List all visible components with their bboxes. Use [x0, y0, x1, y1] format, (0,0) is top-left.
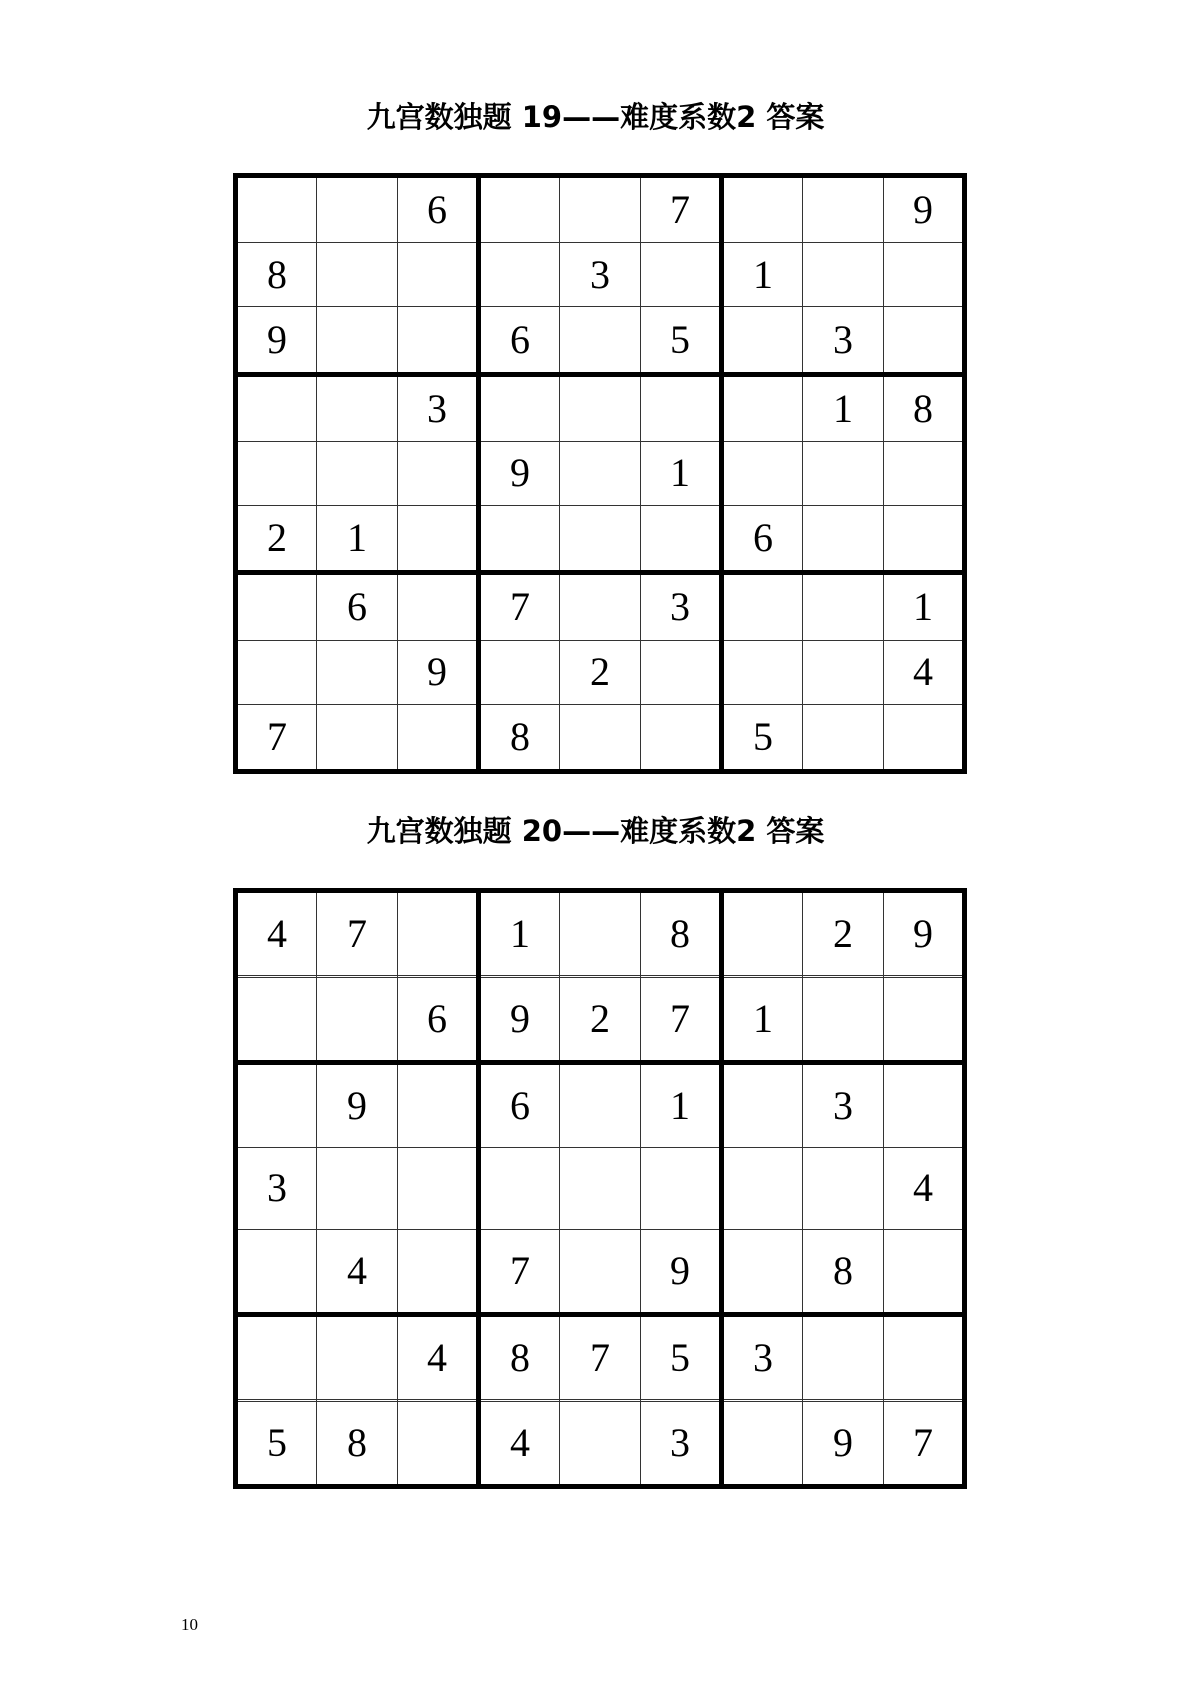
- sudoku-grid-19: [233, 173, 967, 774]
- sudoku-cell: [884, 243, 965, 307]
- sudoku-cell: [398, 891, 479, 976]
- sudoku-cell: [479, 243, 560, 307]
- sudoku-cell: [479, 374, 560, 441]
- sudoku-cell: [317, 704, 398, 771]
- sudoku-cell: 8: [884, 374, 965, 441]
- sudoku-cell: [722, 1148, 803, 1229]
- sudoku-cell: [560, 441, 641, 505]
- sudoku-cell: 7: [479, 1229, 560, 1314]
- sudoku-cell: [560, 704, 641, 771]
- sudoku-cell: 8: [236, 243, 317, 307]
- sudoku-cell: 6: [722, 506, 803, 573]
- sudoku-cell: 2: [560, 978, 641, 1063]
- sudoku-cell: [317, 176, 398, 243]
- sudoku-cell: [236, 978, 317, 1063]
- sudoku-cell: [722, 374, 803, 441]
- sudoku-cell: 3: [398, 374, 479, 441]
- sudoku-cell: [641, 506, 722, 573]
- sudoku-cell: 4: [884, 640, 965, 704]
- sudoku-cell: [317, 307, 398, 374]
- sudoku-cell: [803, 640, 884, 704]
- sudoku-cell: [884, 704, 965, 771]
- sudoku-cell: [398, 1401, 479, 1486]
- sudoku-cell: 9: [884, 176, 965, 243]
- sudoku-cell: [803, 978, 884, 1063]
- sudoku-cell: [641, 243, 722, 307]
- sudoku-cell: [803, 573, 884, 640]
- grid-row: [236, 374, 965, 441]
- sudoku-cell: [722, 891, 803, 976]
- sudoku-cell: 8: [479, 704, 560, 771]
- sudoku-cell: 9: [479, 441, 560, 505]
- sudoku-cell: [560, 1401, 641, 1486]
- sudoku-cell: [236, 640, 317, 704]
- sudoku-cell: 5: [236, 1401, 317, 1486]
- sudoku-cell: [317, 640, 398, 704]
- sudoku-cell: [398, 1229, 479, 1314]
- sudoku-cell: [317, 978, 398, 1063]
- grid-row: [236, 640, 965, 704]
- grid-row: [236, 1063, 965, 1148]
- sudoku-cell: 9: [641, 1229, 722, 1314]
- sudoku-cell: 3: [722, 1314, 803, 1399]
- sudoku-cell: [560, 1148, 641, 1229]
- sudoku-cell: [479, 1148, 560, 1229]
- sudoku-cell: 9: [479, 978, 560, 1063]
- sudoku-cell: [398, 307, 479, 374]
- sudoku-cell: [479, 506, 560, 573]
- sudoku-cell: 4: [317, 1229, 398, 1314]
- sudoku-cell: 9: [317, 1063, 398, 1148]
- sudoku-cell: [803, 1148, 884, 1229]
- sudoku-cell: [722, 441, 803, 505]
- sudoku-cell: [398, 1063, 479, 1148]
- sudoku-cell: [236, 573, 317, 640]
- sudoku-cell: 1: [317, 506, 398, 573]
- sudoku-cell: [560, 374, 641, 441]
- sudoku-cell: [398, 506, 479, 573]
- sudoku-cell: 7: [479, 573, 560, 640]
- sudoku-cell: 3: [803, 1063, 884, 1148]
- sudoku-cell: 9: [884, 891, 965, 976]
- sudoku-cell: 7: [884, 1401, 965, 1486]
- sudoku-cell: 9: [398, 640, 479, 704]
- sudoku-cell: [884, 1229, 965, 1314]
- sudoku-cell: [641, 1148, 722, 1229]
- sudoku-cell: [317, 243, 398, 307]
- sudoku-cell: [236, 1063, 317, 1148]
- sudoku-cell: 7: [560, 1314, 641, 1399]
- sudoku-cell: [398, 704, 479, 771]
- sudoku-cell: [884, 1063, 965, 1148]
- sudoku-cell: [641, 704, 722, 771]
- sudoku-cell: [236, 374, 317, 441]
- grid-row: [236, 1148, 965, 1229]
- sudoku-cell: [884, 978, 965, 1063]
- grid-row: [236, 506, 965, 573]
- sudoku-cell: 3: [641, 1401, 722, 1486]
- sudoku-cell: 6: [479, 307, 560, 374]
- puzzle-title-19: 九宫数独题 19——难度系数2 答案: [366, 100, 825, 134]
- sudoku-cell: [560, 891, 641, 976]
- sudoku-cell: 5: [641, 307, 722, 374]
- grid-row: [236, 1229, 965, 1314]
- sudoku-cell: [884, 1314, 965, 1399]
- sudoku-cell: 1: [803, 374, 884, 441]
- sudoku-cell: [560, 176, 641, 243]
- sudoku-cell: [560, 1063, 641, 1148]
- sudoku-cell: 7: [641, 176, 722, 243]
- sudoku-cell: 2: [236, 506, 317, 573]
- sudoku-cell: [884, 506, 965, 573]
- sudoku-cell: [479, 640, 560, 704]
- sudoku-cell: 6: [479, 1063, 560, 1148]
- sudoku-cell: 8: [479, 1314, 560, 1399]
- sudoku-cell: [641, 374, 722, 441]
- sudoku-cell: 6: [398, 176, 479, 243]
- sudoku-cell: [398, 441, 479, 505]
- sudoku-cell: [560, 1229, 641, 1314]
- page-number: 10: [181, 1615, 198, 1634]
- sudoku-cell: [803, 441, 884, 505]
- grid-row: [236, 704, 965, 771]
- sudoku-cell: [803, 704, 884, 771]
- sudoku-cell: [803, 243, 884, 307]
- grid-row: [236, 978, 965, 1063]
- sudoku-cell: [722, 307, 803, 374]
- sudoku-cell: 7: [641, 978, 722, 1063]
- grid-row: [236, 176, 965, 243]
- sudoku-cell: 6: [317, 573, 398, 640]
- sudoku-cell: 8: [641, 891, 722, 976]
- sudoku-cell: 8: [317, 1401, 398, 1486]
- sudoku-cell: 1: [722, 978, 803, 1063]
- sudoku-cell: 3: [803, 307, 884, 374]
- sudoku-cell: [722, 1229, 803, 1314]
- grid-row: [236, 1314, 965, 1399]
- sudoku-cell: 1: [884, 573, 965, 640]
- sudoku-cell: 7: [317, 891, 398, 976]
- sudoku-cell: 1: [722, 243, 803, 307]
- sudoku-cell: [884, 441, 965, 505]
- sudoku-cell: [560, 307, 641, 374]
- grid-row: [236, 891, 965, 976]
- grid-row: [236, 573, 965, 640]
- sudoku-cell: [560, 573, 641, 640]
- sudoku-cell: 5: [722, 704, 803, 771]
- sudoku-cell: [236, 1314, 317, 1399]
- sudoku-cell: 4: [884, 1148, 965, 1229]
- sudoku-cell: [722, 1401, 803, 1486]
- sudoku-cell: [803, 1314, 884, 1399]
- sudoku-cell: [398, 1148, 479, 1229]
- grid-row: [236, 441, 965, 505]
- sudoku-cell: [317, 374, 398, 441]
- grid-row: [236, 307, 965, 374]
- sudoku-cell: 4: [398, 1314, 479, 1399]
- sudoku-cell: [236, 176, 317, 243]
- sudoku-cell: 2: [803, 891, 884, 976]
- sudoku-cell: 3: [641, 573, 722, 640]
- sudoku-cell: [317, 1148, 398, 1229]
- sudoku-cell: [722, 640, 803, 704]
- sudoku-cell: [479, 176, 560, 243]
- sudoku-cell: 3: [560, 243, 641, 307]
- sudoku-cell: [722, 1063, 803, 1148]
- sudoku-cell: 6: [398, 978, 479, 1063]
- sudoku-cell: [236, 1229, 317, 1314]
- sudoku-cell: [560, 506, 641, 573]
- sudoku-cell: [398, 573, 479, 640]
- sudoku-cell: 4: [236, 891, 317, 976]
- sudoku-cell: [317, 441, 398, 505]
- sudoku-cell: 1: [641, 1063, 722, 1148]
- sudoku-cell: 7: [236, 704, 317, 771]
- sudoku-cell: 1: [641, 441, 722, 505]
- sudoku-cell: 8: [803, 1229, 884, 1314]
- sudoku-cell: [803, 506, 884, 573]
- sudoku-cell: 5: [641, 1314, 722, 1399]
- sudoku-cell: 4: [479, 1401, 560, 1486]
- sudoku-cell: 9: [803, 1401, 884, 1486]
- sudoku-cell: 1: [479, 891, 560, 976]
- sudoku-cell: [884, 307, 965, 374]
- sudoku-cell: 3: [236, 1148, 317, 1229]
- puzzle-title-20: 九宫数独题 20——难度系数2 答案: [366, 814, 825, 848]
- grid-row: [236, 243, 965, 307]
- sudoku-cell: [317, 1314, 398, 1399]
- sudoku-grid-20: [233, 888, 967, 1489]
- sudoku-cell: [803, 176, 884, 243]
- sudoku-cell: 2: [560, 640, 641, 704]
- grid-row: [236, 1401, 965, 1486]
- sudoku-cell: [722, 176, 803, 243]
- sudoku-cell: 9: [236, 307, 317, 374]
- sudoku-cell: [236, 441, 317, 505]
- sudoku-cell: [641, 640, 722, 704]
- sudoku-cell: [722, 573, 803, 640]
- sudoku-cell: [398, 243, 479, 307]
